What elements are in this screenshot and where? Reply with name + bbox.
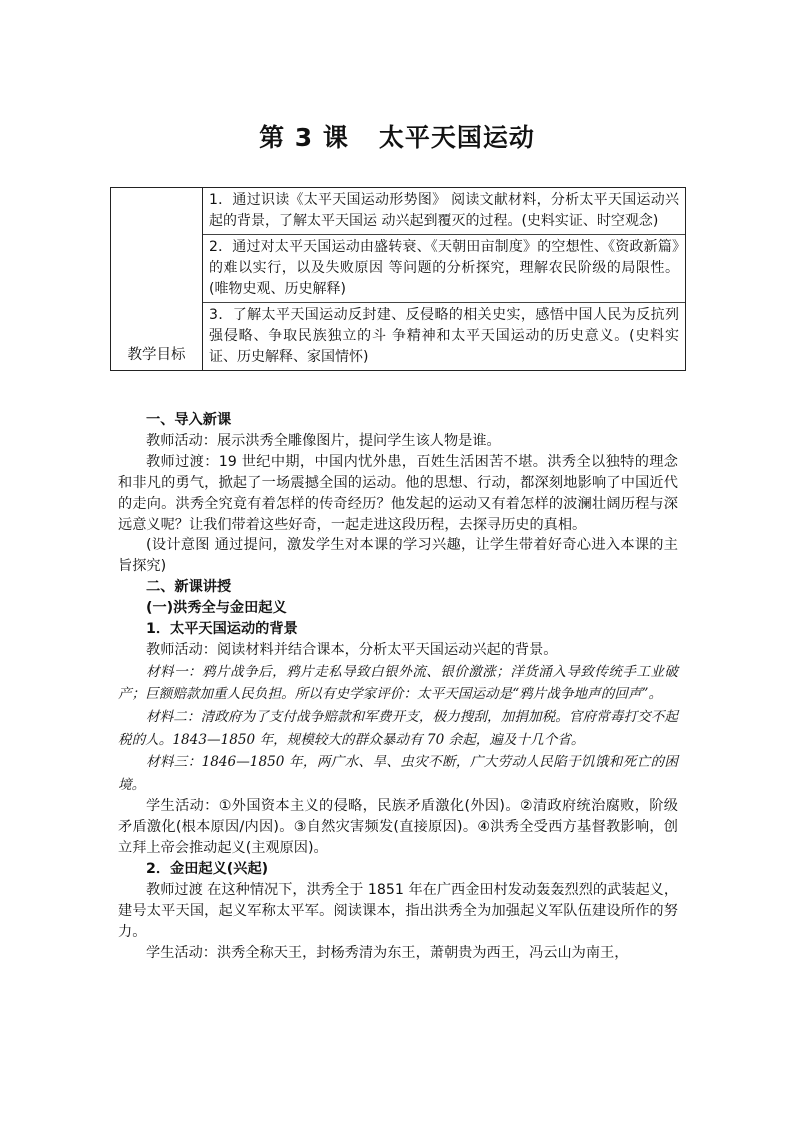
paragraph-student-activity-1: 学生活动：①外国资本主义的侵略，民族矛盾激化(外因)。②清政府统治腐败，阶级矛盾激化(根本原因/内因)。③自然灾害频发(直接原因)。④洪秀全受西方基督教影响，创立拜上帝会推动起义(主观原因)。 <box>118 798 678 857</box>
point-heading-background: 1．太平天国运动的背景 <box>146 621 298 638</box>
paragraph-teacher-activity-2: 教师活动：阅读材料并结合课本，分析太平天国运动兴起的背景。 <box>146 641 558 658</box>
goal-item-2: 2．通过对太平天国运动由盛转衰、《天朝田亩制度》的空想性、《资政新篇》的难以实行，以及失败原因 等问题的分析探究，理解农民阶级的局限性。(唯物史观、历史解释) <box>203 235 685 303</box>
point-heading-jintian: 2．金田起义(兴起) <box>146 861 269 878</box>
lesson-number: 第 3 课 <box>259 123 349 152</box>
material-one: 材料一：鸦片战争后，鸦片走私导致白银外流、银价激涨；洋货涌入导致传统手工业破产；巨额赔款加重人民负担。所以有史学家评价：太平天国运动是“鸦片战争地声的回声”。 <box>118 663 678 703</box>
goal-item-3: 3．了解太平天国运动反封建、反侵略的相关史实，感悟中国人民为反抗列强侵略、争取民族独立的斗 争精神和太平天国运动的历史意义。(史料实证、历史解释、家国情怀) <box>209 307 679 365</box>
teaching-goals-label: 教学目标 <box>111 188 203 371</box>
lesson-body <box>118 410 678 964</box>
section-heading-new-lesson: 二、新课讲授 <box>146 579 232 596</box>
teaching-goals-table <box>110 187 686 371</box>
paragraph-teacher-transition-1: 教师过渡：19 世纪中期，中国内忧外患，百姓生活困苦不堪。洪秀全以独特的理念和非凡的勇气，掀起了一场震撼全国的运动。他的思想、行动，都深刻地影响了中国近代的走向。洪秀全究竟有着怎样的传奇经历？他发起的运动又有着怎样的波澜壮阔历程与深远意义呢？让我们带着这些好奇，一起走进这段历程，去探寻历史的真相。 <box>118 453 678 533</box>
paragraph-student-activity-2: 学生活动：洪秀全称天王，封杨秀清为东王，萧朝贵为西王，冯云山为南王， <box>146 944 629 961</box>
lesson-title <box>0 118 794 154</box>
goal-item-1: 1．通过识读《太平天国运动形势图》 阅读文献材料，分析太平天国运动兴起的背景，了解太平天国运 动兴起到覆灭的过程。(史料实证、时空观念) <box>203 188 685 235</box>
material-two: 材料二：清政府为了支付战争赔款和军费开支，极力搜刮，加捐加税。官府常毒打交不起税的人。1843—1850 年，规模较大的群众暴动有 70 余起，遍及十几个省。 <box>118 709 678 748</box>
teaching-goals-list <box>203 188 686 371</box>
lesson-topic: 太平天国运动 <box>378 123 535 152</box>
paragraph-teacher-transition-2: 教师过渡 在这种情况下，洪秀全于 1851 年在广西金田村发动轰轰烈烈的武装起义，建号太平天国，起义军称太平军。阅读课本，指出洪秀全为加强起义军队伍建设所作的努力。 <box>118 882 679 940</box>
paragraph-design-intent: (设计意图 通过提问，激发学生对本课的学习兴趣，让学生带着好奇心进入本课的主旨探究) <box>118 537 678 575</box>
subsection-heading-1: (一)洪秀全与金田起义 <box>146 600 287 617</box>
section-heading-intro: 一、导入新课 <box>146 412 232 428</box>
paragraph-teacher-activity-1: 教师活动：展示洪秀全雕像图片，提问学生该人物是谁。 <box>146 432 501 449</box>
material-three: 材料三：1846—1850 年，两广水、旱、虫灾不断，广大劳动人民陷于饥饿和死亡的困境。 <box>118 754 678 793</box>
